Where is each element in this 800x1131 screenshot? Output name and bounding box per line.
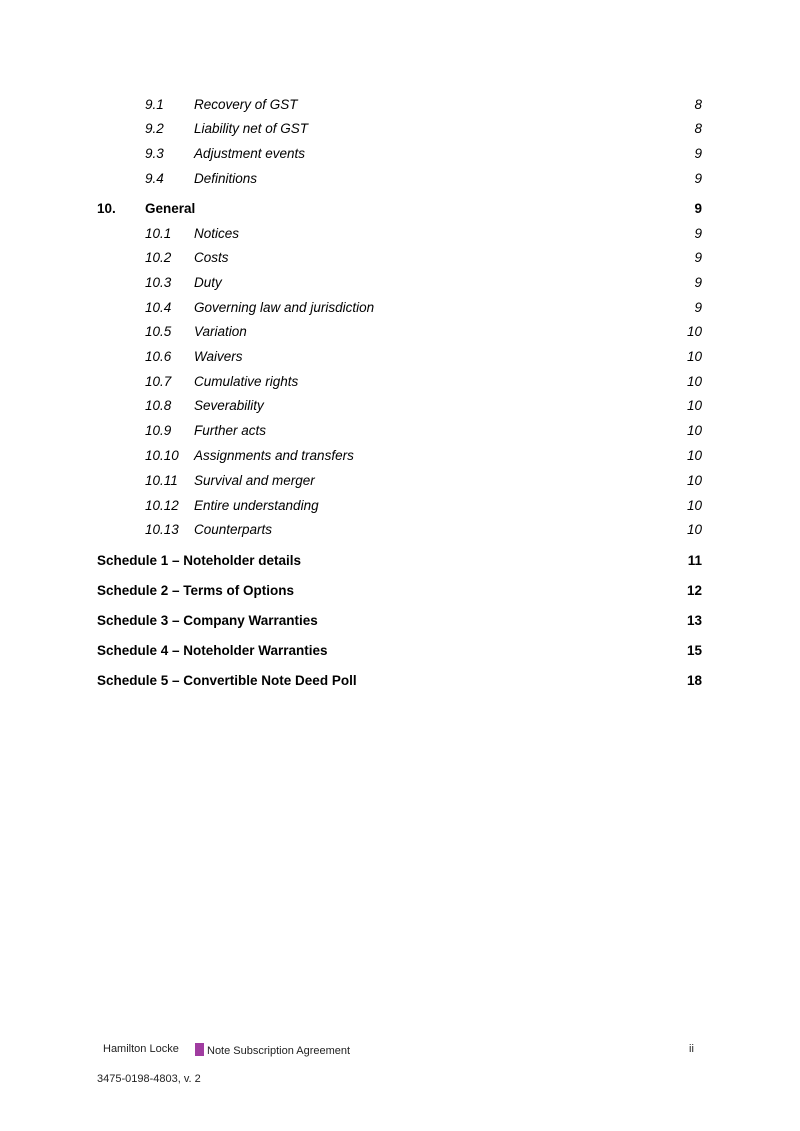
toc-entry[interactable] (0, 612, 800, 630)
toc-entry-page: 9 (694, 201, 702, 216)
toc-entry[interactable] (0, 120, 800, 138)
toc-entry-page: 10 (686, 498, 702, 513)
footer-firm: Hamilton Locke (103, 1043, 179, 1055)
toc-entry-number: 10.1 (145, 226, 172, 241)
toc-entry-number: 9.1 (145, 97, 164, 112)
toc-entry[interactable] (0, 552, 800, 570)
toc-entry[interactable] (0, 249, 800, 267)
footer-page-number: ii (689, 1043, 694, 1055)
toc-entry-page: 18 (686, 673, 702, 688)
footer-doc-title-wrap (195, 1043, 350, 1057)
toc-entry-title: Schedule 4 – Noteholder Warranties (97, 643, 328, 658)
toc-entry-page: 10 (686, 448, 702, 463)
accent-marker (195, 1043, 204, 1056)
toc-entry-page: 9 (694, 275, 702, 290)
toc-entry[interactable] (0, 521, 800, 539)
toc-entry-number: 10.7 (145, 374, 172, 389)
toc-entry-title: Costs (194, 250, 229, 265)
toc-entry-page: 12 (686, 583, 702, 598)
toc-entry[interactable] (0, 447, 800, 465)
toc-entry[interactable] (0, 145, 800, 163)
toc-entry-title: Schedule 5 – Convertible Note Deed Poll (97, 673, 357, 688)
toc-entry-page: 10 (686, 522, 702, 537)
toc-entry-page: 10 (686, 423, 702, 438)
toc-entry-page: 9 (694, 226, 702, 241)
toc-entry-title: Adjustment events (194, 146, 306, 161)
toc-entry[interactable] (0, 225, 800, 243)
toc-entry-number: 9.4 (145, 171, 164, 186)
toc-entry-number: 10.11 (145, 473, 178, 488)
toc-entry-title: Assignments and transfers (194, 448, 354, 463)
footer-doc-title: Note Subscription Agreement (207, 1045, 351, 1057)
toc-entry-page: 9 (694, 300, 702, 315)
toc-entry-page: 10 (686, 473, 702, 488)
toc-entry-page: 10 (686, 374, 702, 389)
toc-entry-number: 10.5 (145, 324, 172, 339)
toc-entry[interactable] (0, 582, 800, 600)
toc-entry-page: 9 (694, 146, 702, 161)
toc-entry[interactable] (0, 373, 800, 391)
toc-entry-title: Schedule 1 – Noteholder details (97, 553, 302, 568)
toc-entry-title: Notices (194, 226, 240, 241)
toc-entry[interactable] (0, 497, 800, 515)
toc-entry-page: 9 (694, 250, 702, 265)
toc-entry[interactable] (0, 397, 800, 415)
toc-entry-title: Duty (194, 275, 222, 290)
toc-entry-title: General (145, 201, 196, 216)
toc-entry[interactable] (0, 422, 800, 440)
toc-entry[interactable] (0, 299, 800, 317)
toc-entry-page: 10 (686, 324, 702, 339)
toc-entry-title: Governing law and jurisdiction (194, 300, 375, 315)
toc-entry-page: 8 (694, 97, 702, 112)
toc-entry[interactable] (0, 170, 800, 188)
toc-entry[interactable] (0, 472, 800, 490)
toc-entry-title: Schedule 3 – Company Warranties (97, 613, 318, 628)
toc-entry-number: 10.12 (145, 498, 179, 513)
toc-entry[interactable] (0, 96, 800, 114)
toc-entry-page: 10 (686, 398, 702, 413)
toc-entry-page: 9 (694, 171, 702, 186)
toc-entry-title: Definitions (194, 171, 258, 186)
toc-entry-title: Waivers (194, 349, 243, 364)
footer-doc-id: 3475-0198-4803, v. 2 (97, 1073, 201, 1085)
toc-entry-title: Recovery of GST (194, 97, 298, 112)
toc-entry[interactable] (0, 323, 800, 341)
toc-entry-number: 10.4 (145, 300, 172, 315)
toc-entry-page: 13 (686, 613, 702, 628)
toc-entry-page: 10 (686, 349, 702, 364)
toc-entry-number: 10. (97, 201, 116, 216)
toc-entry-title: Entire understanding (194, 498, 319, 513)
toc-entry-number: 9.2 (145, 121, 164, 136)
toc-entry-number: 10.13 (145, 522, 179, 537)
toc-entry-number: 10.3 (145, 275, 172, 290)
toc-entry-title: Liability net of GST (194, 121, 309, 136)
toc-entry[interactable] (0, 348, 800, 366)
toc-entry-title: Variation (194, 324, 247, 339)
toc-entry-number: 10.8 (145, 398, 172, 413)
toc-entry-page: 11 (687, 553, 702, 568)
toc-entry-title: Cumulative rights (194, 374, 299, 389)
toc-entry-number: 9.3 (145, 146, 164, 161)
toc-entry-title: Survival and merger (194, 473, 315, 488)
toc-entry-number: 10.9 (145, 423, 172, 438)
toc-entry[interactable] (0, 200, 800, 218)
toc-entry-title: Severability (194, 398, 264, 413)
toc-entry-title: Counterparts (194, 522, 273, 537)
toc-entry-page: 8 (694, 121, 702, 136)
toc-entry-title: Further acts (194, 423, 267, 438)
toc-entry-page: 15 (686, 643, 702, 658)
toc-entry-number: 10.2 (145, 250, 172, 265)
toc-entry[interactable] (0, 642, 800, 660)
toc-entry-title: Schedule 2 – Terms of Options (97, 583, 295, 598)
toc-entry-number: 10.6 (145, 349, 172, 364)
toc-entry-number: 10.10 (145, 448, 179, 463)
toc-entry[interactable] (0, 672, 800, 690)
toc-entry[interactable] (0, 274, 800, 292)
